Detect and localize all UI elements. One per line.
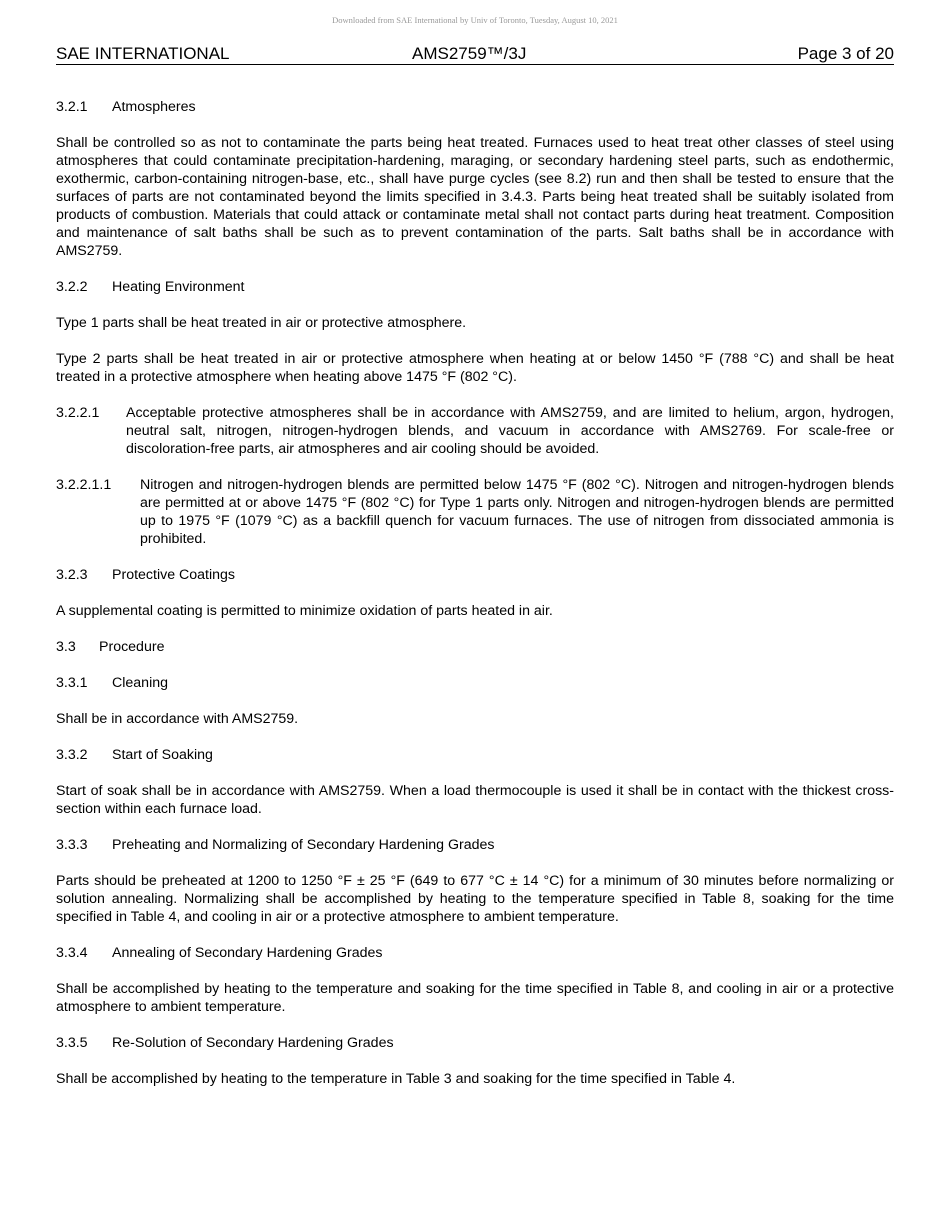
section-number: 3.3.3 xyxy=(56,837,88,853)
document-body xyxy=(56,98,894,1106)
clause-text: Acceptable protective atmospheres shall be in accordance with AMS2759, and are limited to helium, argon, hydrogen, neutral salt, nitrogen, nitrogen-hydrogen blends, and vacuum in accordance with AMS2769. For scale-free or discoloration-free parts, air atmospheres and air cooling should be avoided. xyxy=(126,405,894,457)
section-title: Annealing of Secondary Hardening Grades xyxy=(112,945,383,961)
section-number: 3.2.3 xyxy=(56,567,88,583)
paragraph-annealing: Shall be accomplished by heating to the temperature and soaking for the time specified in Table 8, and cooling in air or a protective atmosphere to ambient temperature. xyxy=(56,981,894,1015)
section-title: Procedure xyxy=(99,639,165,655)
section-title: Cleaning xyxy=(112,675,169,691)
header-page-number: Page 3 of 20 xyxy=(797,44,894,63)
heading-3-3-1 xyxy=(56,674,894,692)
paragraph-preheating-normalizing: Parts should be preheated at 1200 to 1250 °F ± 25 °F (649 to 677 °C ± 14 °C) for a minimum of 30 minutes before normalizing or solution annealing. Normalizing shall be accomplished by heating to the temperature specified in Table 8, soaking for the time specified in Table 4, and cooling in air or a protective atmosphere to ambient temperature. xyxy=(56,873,894,925)
clause-3-2-2-1 xyxy=(56,404,894,458)
section-title: Start of Soaking xyxy=(112,747,213,763)
section-title: Protective Coatings xyxy=(112,567,236,583)
section-number: 3.3.2 xyxy=(56,747,88,763)
heading-3-2-3 xyxy=(56,566,894,584)
paragraph-protective-coatings: A supplemental coating is permitted to minimize oxidation of parts heated in air. xyxy=(56,603,553,619)
section-number: 3.3.4 xyxy=(56,945,88,961)
heading-3-3-2 xyxy=(56,746,894,764)
heading-3-3-3 xyxy=(56,836,894,854)
section-number: 3.2.1 xyxy=(56,99,88,115)
section-number: 3.3 xyxy=(56,639,76,655)
section-number: 3.3.1 xyxy=(56,675,88,691)
page-header xyxy=(56,44,894,65)
section-title: Preheating and Normalizing of Secondary Hardening Grades xyxy=(112,837,495,853)
section-number: 3.3.5 xyxy=(56,1035,88,1051)
section-title: Heating Environment xyxy=(112,279,245,295)
download-watermark: Downloaded from SAE International by Univ of Toronto, Tuesday, August 10, 2021 xyxy=(332,15,618,25)
clause-3-2-2-1-1 xyxy=(56,476,894,548)
heading-3-3-4 xyxy=(56,944,894,962)
header-organization: SAE INTERNATIONAL xyxy=(56,44,230,63)
heading-3-3 xyxy=(56,638,894,656)
section-title: Re-Solution of Secondary Hardening Grades xyxy=(112,1035,394,1051)
clause-number: 3.2.2.1 xyxy=(56,405,100,421)
heading-3-3-5 xyxy=(56,1034,894,1052)
heading-3-2-1 xyxy=(56,98,894,116)
paragraph-cleaning: Shall be in accordance with AMS2759. xyxy=(56,711,299,727)
paragraph-re-solution: Shall be accomplished by heating to the temperature in Table 3 and soaking for the time specified in Table 4. xyxy=(56,1071,736,1087)
clause-number: 3.2.2.1.1 xyxy=(56,477,112,493)
section-title: Atmospheres xyxy=(112,99,196,115)
heading-3-2-2 xyxy=(56,278,894,296)
header-document-id: AMS2759™/3J xyxy=(412,44,527,63)
clause-text: Nitrogen and nitrogen-hydrogen blends are permitted below 1475 °F (802 °C). Nitrogen and nitrogen-hydrogen blends are permitted at or above 1475 °F (802 °C) for Type 1 parts only. Nitrogen and nitrogen-hydrogen blends are permitted up to 1975 °F (1079 °C) as a backfill quench for vacuum furnaces. The use of nitrogen from dissociated ammonia is prohibited. xyxy=(140,477,894,547)
paragraph-type2-heating: Type 2 parts shall be heat treated in air or protective atmosphere when heating at or below 1450 °F (788 °C) and shall be heat treated in a protective atmosphere when heating above 1475 °F (802 °C). xyxy=(56,351,894,385)
section-number: 3.2.2 xyxy=(56,279,88,295)
paragraph-start-of-soaking: Start of soak shall be in accordance with AMS2759. When a load thermocouple is used it shall be in contact with the thickest cross-section within each furnace load. xyxy=(56,783,894,817)
paragraph-type1-heating: Type 1 parts shall be heat treated in air or protective atmosphere. xyxy=(56,315,467,331)
paragraph-atmospheres: Shall be controlled so as not to contaminate the parts being heat treated. Furnaces used to heat treat other classes of steel using atmospheres that could contaminate precipitation-hardening, maraging, or secondary hardening steel parts, such as endothermic, exothermic, carbon-containing nitrogen-base, etc., shall have purge cycles (see 8.2) run and then shall be tested to ensure that the surfaces of parts are not contaminated beyond the limits specified in 3.4.3. Parts being heat treated shall be suitably isolated from products of combustion. Materials that could attack or contaminate metal shall not contact parts during heat treatment. Composition and maintenance of salt baths shall be such as to prevent contamination of the parts. Salt baths shall be in accordance with AMS2759. xyxy=(56,135,894,259)
